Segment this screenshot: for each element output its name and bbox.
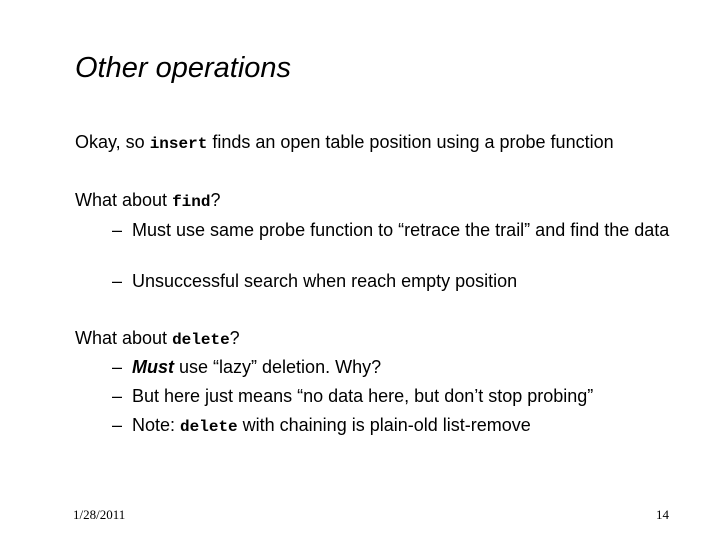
- slide-title: Other operations: [75, 52, 292, 84]
- text: use “lazy” deletion. Why?: [174, 357, 382, 377]
- dash: –: [112, 357, 123, 377]
- dash: –: [112, 271, 123, 291]
- bullet-text: Must use same probe function to “retrace the trail” and find the data: [132, 220, 670, 240]
- dash: –: [112, 386, 123, 406]
- text: What about: [75, 190, 173, 210]
- text: finds an open table position using a probe function: [207, 132, 614, 152]
- bullet-delete-3: [112, 414, 692, 438]
- code-insert: insert: [149, 135, 208, 153]
- paragraph-find: [75, 189, 220, 213]
- text: Note:: [132, 415, 181, 435]
- text: ?: [229, 328, 240, 348]
- code-delete: delete: [180, 418, 238, 436]
- text: Okay, so: [75, 132, 150, 152]
- bullet-text: [132, 414, 692, 438]
- bullet-find-1: [112, 219, 692, 241]
- bullet-text: [132, 356, 692, 378]
- bullet-find-2: [112, 270, 692, 292]
- footer-date: 1/28/2011: [73, 507, 126, 522]
- page-number: 14: [656, 507, 669, 522]
- emphasis: Must: [132, 357, 174, 377]
- dash: –: [112, 415, 123, 435]
- paragraph-insert: [75, 131, 614, 155]
- text: ?: [210, 190, 221, 210]
- code-find: find: [172, 193, 211, 211]
- bullet-text: Unsuccessful search when reach empty position: [132, 271, 518, 291]
- text: What about: [75, 328, 173, 348]
- dash: –: [112, 220, 123, 240]
- text: with chaining is plain-old list-remove: [237, 415, 531, 435]
- bullet-delete-2: [112, 385, 692, 407]
- bullet-delete-1: [112, 356, 692, 378]
- code-delete: delete: [172, 331, 230, 349]
- paragraph-delete: [75, 327, 240, 351]
- bullet-text: But here just means “no data here, but don’t stop probing”: [132, 386, 594, 406]
